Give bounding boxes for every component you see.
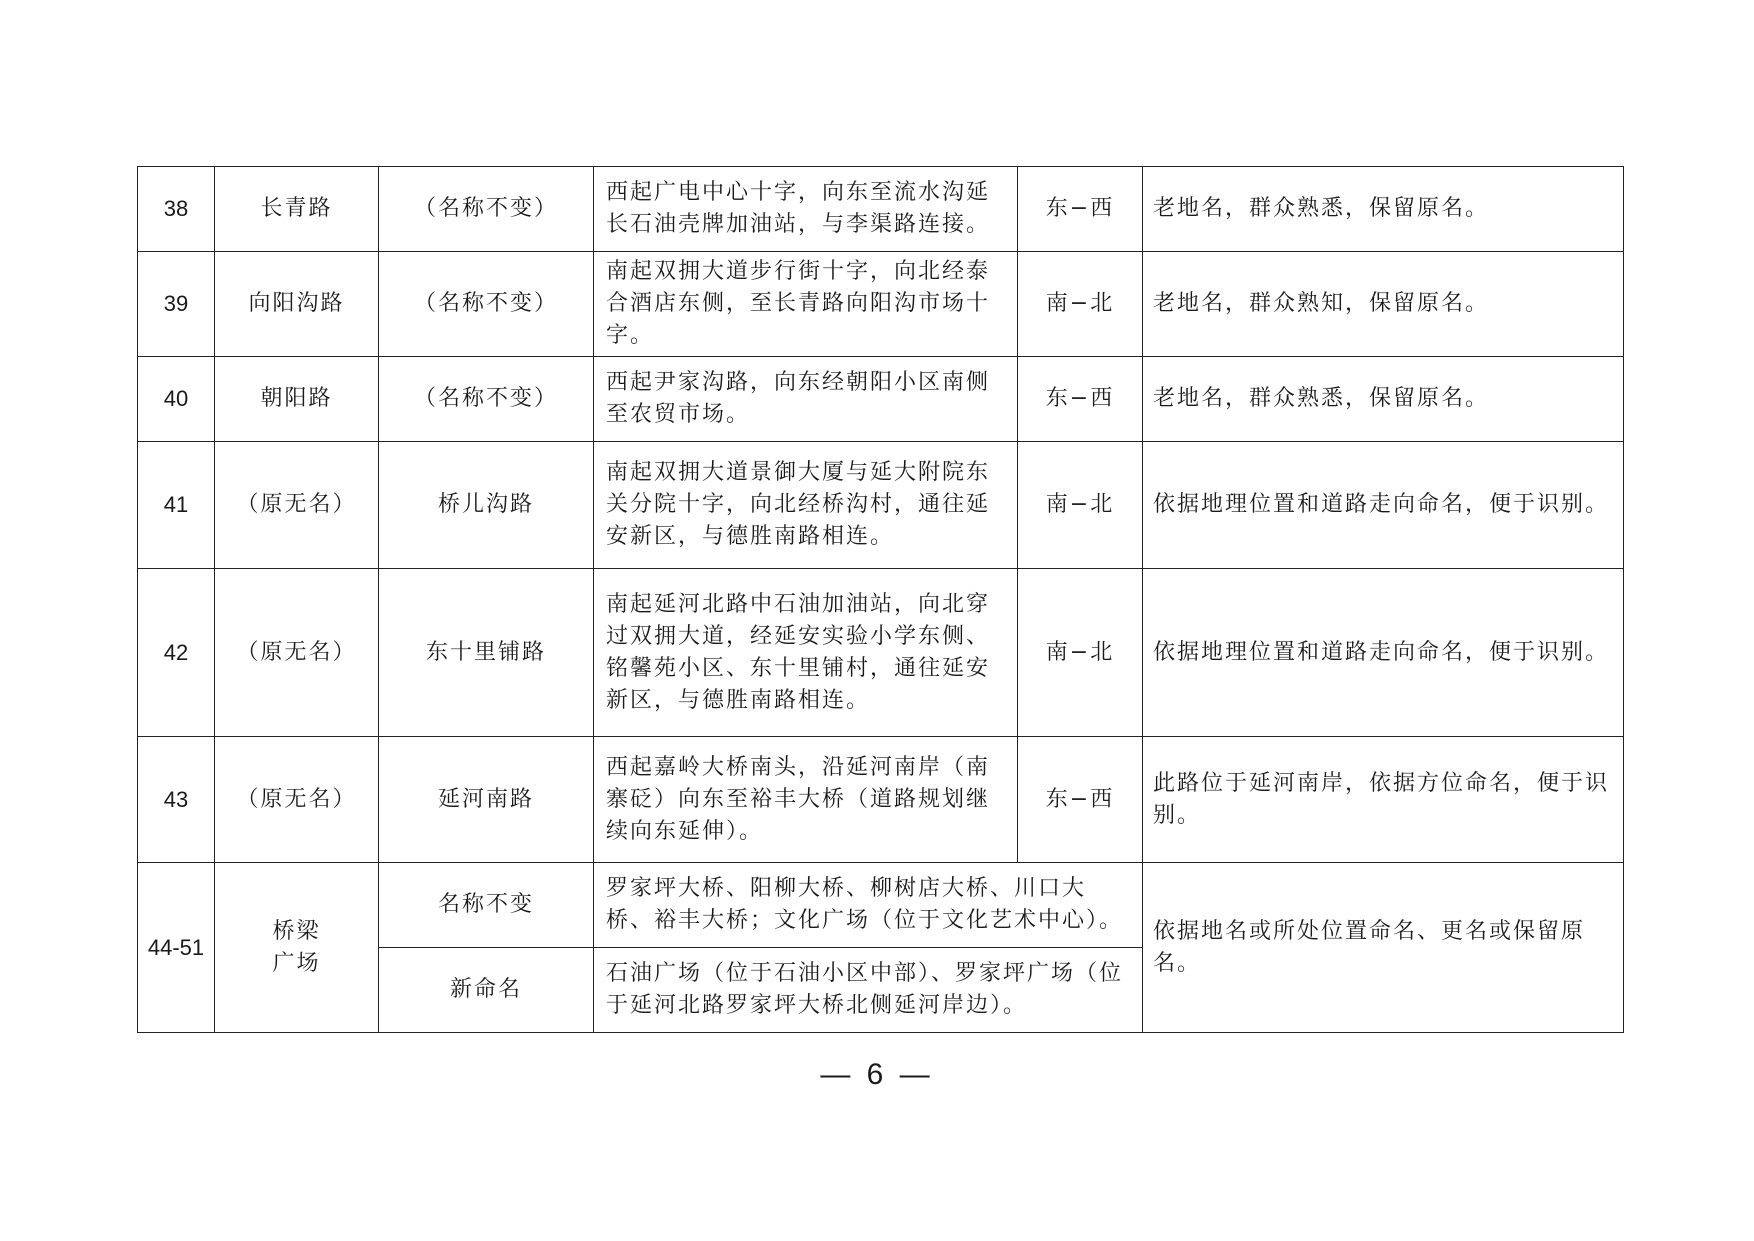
category-cell: [215, 863, 379, 1033]
location-description: 西起广电中心十字，向东至流水沟延长石油壳牌加油站，与李渠路连接。: [594, 167, 1018, 252]
table-row: [138, 737, 1624, 863]
row-number: 42: [138, 569, 215, 737]
naming-basis: 依据地名或所处位置命名、更名或保留原名。: [1143, 863, 1624, 1033]
new-name: 延河南路: [379, 737, 594, 863]
new-name: 东十里铺路: [379, 569, 594, 737]
page-number: — 6 —: [820, 1058, 934, 1091]
row-number: 39: [138, 252, 215, 357]
new-names-list: 石油广场（位于石油小区中部）、罗家坪广场（位于延河北路罗家坪大桥北侧延河岸边）。: [594, 948, 1143, 1033]
original-name: （原无名）: [215, 737, 379, 863]
direction: 东−西: [1018, 737, 1143, 863]
table-row: [138, 863, 1624, 948]
new-name: （名称不变）: [379, 252, 594, 357]
new-name: （名称不变）: [379, 357, 594, 442]
category-bridges: 桥梁: [272, 918, 321, 944]
location-description: 南起双拥大道景御大厦与延大附院东关分院十字，向北经桥沟村，通往延安新区，与德胜南路相连。: [594, 442, 1018, 569]
table-row: [138, 357, 1624, 442]
direction: 东−西: [1018, 357, 1143, 442]
original-name: 长青路: [215, 167, 379, 252]
table-row: [138, 167, 1624, 252]
table-row: [138, 442, 1624, 569]
new-name: （名称不变）: [379, 167, 594, 252]
naming-basis: 老地名，群众熟知，保留原名。: [1143, 252, 1624, 357]
original-name: （原无名）: [215, 442, 379, 569]
row-number: 41: [138, 442, 215, 569]
original-name: 向阳沟路: [215, 252, 379, 357]
row-number: 40: [138, 357, 215, 442]
direction: 东−西: [1018, 167, 1143, 252]
location-description: 西起嘉岭大桥南头，沿延河南岸（南寨砭）向东至裕丰大桥（道路规划继续向东延伸）。: [594, 737, 1018, 863]
table-row: [138, 252, 1624, 357]
row-number: 43: [138, 737, 215, 863]
naming-basis: 依据地理位置和道路走向命名，便于识别。: [1143, 569, 1624, 737]
original-name: （原无名）: [215, 569, 379, 737]
naming-basis: 此路位于延河南岸，依据方位命名，便于识别。: [1143, 737, 1624, 863]
naming-basis: 依据地理位置和道路走向命名，便于识别。: [1143, 442, 1624, 569]
direction: 南−北: [1018, 252, 1143, 357]
naming-basis: 老地名，群众熟悉，保留原名。: [1143, 167, 1624, 252]
naming-basis: 老地名，群众熟悉，保留原名。: [1143, 357, 1624, 442]
row-number: 44-51: [138, 863, 215, 1033]
location-description: 南起双拥大道步行街十字，向北经泰合酒店东侧，至长青路向阳沟市场十字。: [594, 252, 1018, 357]
new-name: 桥儿沟路: [379, 442, 594, 569]
sub-label-new: 新命名: [379, 948, 594, 1033]
unchanged-list: 罗家坪大桥、阳柳大桥、柳树店大桥、川口大桥、裕丰大桥；文化广场（位于文化艺术中心）。: [594, 863, 1143, 948]
row-number: 38: [138, 167, 215, 252]
sub-label-unchanged: 名称不变: [379, 863, 594, 948]
road-naming-table: [137, 166, 1624, 1033]
category-squares: 广场: [272, 950, 321, 976]
location-description: 西起尹家沟路，向东经朝阳小区南侧至农贸市场。: [594, 357, 1018, 442]
location-description: 南起延河北路中石油加油站，向北穿过双拥大道，经延安实验小学东侧、铭馨苑小区、东十里铺村，通往延安新区，与德胜南路相连。: [594, 569, 1018, 737]
table-row: [138, 569, 1624, 737]
original-name: 朝阳路: [215, 357, 379, 442]
direction: 南−北: [1018, 569, 1143, 737]
direction: 南−北: [1018, 442, 1143, 569]
